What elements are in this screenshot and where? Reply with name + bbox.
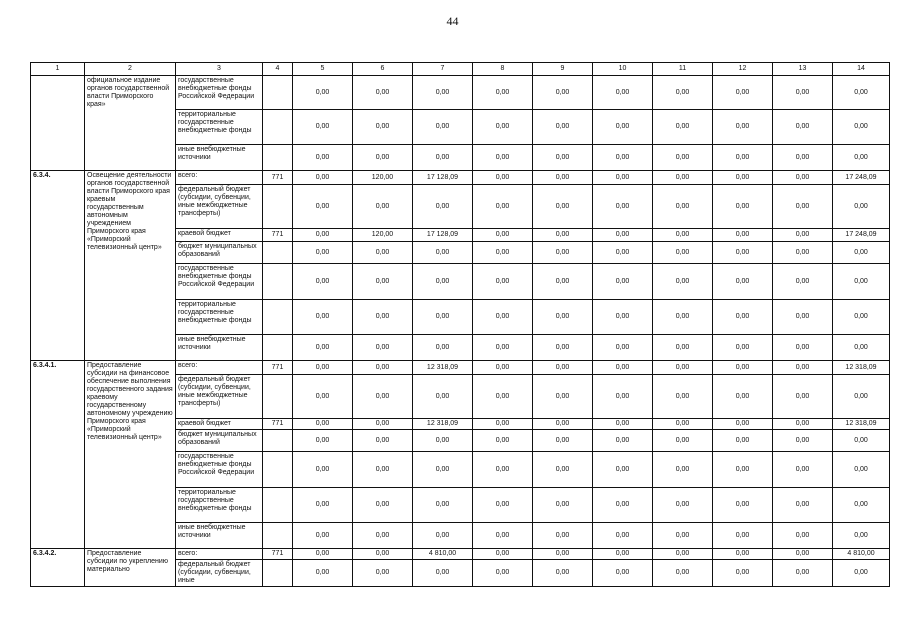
grbs-code xyxy=(263,335,293,361)
grbs-code xyxy=(263,242,293,264)
item-code: 6.3.4.2. xyxy=(31,549,85,587)
item-code: 6.3.4. xyxy=(31,171,85,361)
amount-cell: 0,00 xyxy=(713,300,773,335)
grbs-code: 771 xyxy=(263,171,293,185)
amount-cell: 0,00 xyxy=(353,145,413,171)
amount-cell: 0,00 xyxy=(413,375,473,419)
amount-cell: 12 318,09 xyxy=(413,419,473,430)
amount-cell: 0,00 xyxy=(473,488,533,523)
amount-cell: 0,00 xyxy=(473,430,533,452)
amount-cell: 0,00 xyxy=(473,300,533,335)
amount-cell: 0,00 xyxy=(353,419,413,430)
amount-cell: 4 810,00 xyxy=(833,549,890,560)
amount-cell: 0,00 xyxy=(713,549,773,560)
amount-cell: 0,00 xyxy=(413,452,473,488)
amount-cell: 0,00 xyxy=(293,145,353,171)
amount-cell: 0,00 xyxy=(353,375,413,419)
amount-cell: 0,00 xyxy=(473,185,533,229)
amount-cell: 0,00 xyxy=(533,375,593,419)
amount-cell: 0,00 xyxy=(773,185,833,229)
amount-cell: 0,00 xyxy=(773,264,833,300)
grbs-code: 771 xyxy=(263,361,293,375)
amount-cell: 0,00 xyxy=(293,335,353,361)
amount-cell: 0,00 xyxy=(413,488,473,523)
amount-cell: 0,00 xyxy=(593,185,653,229)
amount-cell: 0,00 xyxy=(653,452,713,488)
amount-cell: 0,00 xyxy=(773,375,833,419)
amount-cell: 0,00 xyxy=(353,76,413,110)
amount-cell: 0,00 xyxy=(473,419,533,430)
column-header: 5 xyxy=(293,63,353,76)
amount-cell: 0,00 xyxy=(833,430,890,452)
amount-cell: 0,00 xyxy=(293,560,353,587)
amount-cell: 0,00 xyxy=(533,300,593,335)
amount-cell: 0,00 xyxy=(413,110,473,145)
column-header: 6 xyxy=(353,63,413,76)
amount-cell: 0,00 xyxy=(773,419,833,430)
amount-cell: 0,00 xyxy=(713,185,773,229)
amount-cell: 0,00 xyxy=(773,171,833,185)
table-row xyxy=(31,549,890,560)
amount-cell: 0,00 xyxy=(353,242,413,264)
amount-cell: 0,00 xyxy=(653,335,713,361)
amount-cell: 0,00 xyxy=(353,185,413,229)
funding-source: иные внебюджетные источники xyxy=(176,335,263,361)
amount-cell: 0,00 xyxy=(833,242,890,264)
grbs-code xyxy=(263,375,293,419)
funding-source: иные внебюджетные источники xyxy=(176,523,263,549)
amount-cell: 0,00 xyxy=(533,452,593,488)
grbs-code xyxy=(263,264,293,300)
amount-cell: 0,00 xyxy=(593,419,653,430)
amount-cell: 0,00 xyxy=(833,523,890,549)
item-name: Освещение деятельности органов государственной власти Приморского края краевым государственным автономным учреждением Приморского края «Приморский телевизионный центр» xyxy=(85,171,176,361)
amount-cell: 0,00 xyxy=(593,110,653,145)
funding-source: государственные внебюджетные фонды Российской Федерации xyxy=(176,452,263,488)
item-code: 6.3.4.1. xyxy=(31,361,85,549)
amount-cell: 0,00 xyxy=(293,523,353,549)
amount-cell: 0,00 xyxy=(473,76,533,110)
amount-cell: 0,00 xyxy=(773,361,833,375)
amount-cell: 0,00 xyxy=(533,76,593,110)
amount-cell: 0,00 xyxy=(353,452,413,488)
item-code xyxy=(31,76,85,171)
grbs-code xyxy=(263,145,293,171)
amount-cell: 0,00 xyxy=(413,335,473,361)
grbs-code xyxy=(263,560,293,587)
column-header: 11 xyxy=(653,63,713,76)
amount-cell: 0,00 xyxy=(833,488,890,523)
amount-cell: 12 318,09 xyxy=(413,361,473,375)
grbs-code xyxy=(263,488,293,523)
amount-cell: 0,00 xyxy=(353,300,413,335)
funding-source: государственные внебюджетные фонды Российской Федерации xyxy=(176,264,263,300)
amount-cell: 0,00 xyxy=(713,361,773,375)
amount-cell: 0,00 xyxy=(413,76,473,110)
amount-cell: 0,00 xyxy=(353,488,413,523)
amount-cell: 0,00 xyxy=(533,110,593,145)
amount-cell: 17 128,09 xyxy=(413,171,473,185)
amount-cell: 0,00 xyxy=(293,419,353,430)
grbs-code: 771 xyxy=(263,229,293,242)
amount-cell: 0,00 xyxy=(713,110,773,145)
amount-cell: 0,00 xyxy=(293,430,353,452)
amount-cell: 0,00 xyxy=(413,242,473,264)
amount-cell: 0,00 xyxy=(593,361,653,375)
amount-cell: 0,00 xyxy=(473,560,533,587)
column-header: 4 xyxy=(263,63,293,76)
amount-cell: 17 128,09 xyxy=(413,229,473,242)
table-header-row xyxy=(31,63,890,76)
amount-cell: 0,00 xyxy=(413,430,473,452)
budget-table xyxy=(30,62,890,587)
amount-cell: 0,00 xyxy=(293,452,353,488)
amount-cell: 0,00 xyxy=(773,560,833,587)
amount-cell: 0,00 xyxy=(353,523,413,549)
amount-cell: 0,00 xyxy=(713,488,773,523)
amount-cell: 0,00 xyxy=(473,452,533,488)
amount-cell: 0,00 xyxy=(653,242,713,264)
amount-cell: 0,00 xyxy=(833,452,890,488)
amount-cell: 0,00 xyxy=(533,229,593,242)
amount-cell: 0,00 xyxy=(413,145,473,171)
amount-cell: 0,00 xyxy=(713,171,773,185)
amount-cell: 0,00 xyxy=(533,430,593,452)
amount-cell: 17 248,09 xyxy=(833,229,890,242)
amount-cell: 0,00 xyxy=(473,110,533,145)
amount-cell: 0,00 xyxy=(293,361,353,375)
amount-cell: 0,00 xyxy=(773,76,833,110)
item-name: Предоставление субсидии по укреплению материально xyxy=(85,549,176,587)
amount-cell: 0,00 xyxy=(713,76,773,110)
amount-cell: 0,00 xyxy=(593,452,653,488)
funding-source: всего: xyxy=(176,549,263,560)
amount-cell: 0,00 xyxy=(653,300,713,335)
amount-cell: 0,00 xyxy=(353,549,413,560)
amount-cell: 0,00 xyxy=(473,335,533,361)
amount-cell: 0,00 xyxy=(773,335,833,361)
amount-cell: 0,00 xyxy=(293,549,353,560)
column-header: 8 xyxy=(473,63,533,76)
amount-cell: 0,00 xyxy=(413,264,473,300)
amount-cell: 0,00 xyxy=(293,185,353,229)
amount-cell: 0,00 xyxy=(593,229,653,242)
amount-cell: 0,00 xyxy=(653,361,713,375)
amount-cell: 0,00 xyxy=(293,110,353,145)
amount-cell: 0,00 xyxy=(713,375,773,419)
amount-cell: 4 810,00 xyxy=(413,549,473,560)
amount-cell: 0,00 xyxy=(293,171,353,185)
amount-cell: 0,00 xyxy=(593,242,653,264)
amount-cell: 0,00 xyxy=(653,145,713,171)
amount-cell: 0,00 xyxy=(533,549,593,560)
amount-cell: 0,00 xyxy=(773,229,833,242)
amount-cell: 0,00 xyxy=(773,242,833,264)
funding-source: иные внебюджетные источники xyxy=(176,145,263,171)
amount-cell: 0,00 xyxy=(593,560,653,587)
amount-cell: 0,00 xyxy=(593,375,653,419)
amount-cell: 0,00 xyxy=(593,264,653,300)
grbs-code xyxy=(263,76,293,110)
page-number: 44 xyxy=(446,14,459,28)
grbs-code xyxy=(263,523,293,549)
amount-cell: 0,00 xyxy=(653,264,713,300)
grbs-code xyxy=(263,300,293,335)
funding-source: краевой бюджет xyxy=(176,229,263,242)
column-header: 9 xyxy=(533,63,593,76)
column-header: 13 xyxy=(773,63,833,76)
amount-cell: 0,00 xyxy=(533,145,593,171)
amount-cell: 0,00 xyxy=(653,560,713,587)
amount-cell: 12 318,09 xyxy=(833,361,890,375)
amount-cell: 0,00 xyxy=(593,171,653,185)
amount-cell: 0,00 xyxy=(353,361,413,375)
funding-source: всего: xyxy=(176,171,263,185)
amount-cell: 0,00 xyxy=(833,264,890,300)
amount-cell: 0,00 xyxy=(533,523,593,549)
amount-cell: 0,00 xyxy=(473,229,533,242)
table-body xyxy=(31,63,890,587)
amount-cell: 0,00 xyxy=(653,419,713,430)
amount-cell: 0,00 xyxy=(473,242,533,264)
funding-source: всего: xyxy=(176,361,263,375)
amount-cell: 0,00 xyxy=(713,452,773,488)
column-header: 1 xyxy=(31,63,85,76)
amount-cell: 0,00 xyxy=(533,242,593,264)
amount-cell: 0,00 xyxy=(833,300,890,335)
amount-cell: 0,00 xyxy=(653,549,713,560)
grbs-code: 771 xyxy=(263,549,293,560)
funding-source: государственные внебюджетные фонды Российской Федерации xyxy=(176,76,263,110)
amount-cell: 0,00 xyxy=(533,335,593,361)
column-header: 3 xyxy=(176,63,263,76)
item-name: Предоставление субсидии на финансовое обеспечение выполнения государственного задания краевому государственному автономному учреждению Приморского края «Приморский телевизионный центр» xyxy=(85,361,176,549)
amount-cell: 0,00 xyxy=(293,264,353,300)
amount-cell: 0,00 xyxy=(473,145,533,171)
amount-cell: 0,00 xyxy=(353,335,413,361)
grbs-code: 771 xyxy=(263,419,293,430)
table-row xyxy=(31,76,890,110)
amount-cell: 0,00 xyxy=(473,375,533,419)
amount-cell: 0,00 xyxy=(653,76,713,110)
funding-source: федеральный бюджет (субсидии, субвенции, иные межбюджетные трансферты) xyxy=(176,375,263,419)
amount-cell: 0,00 xyxy=(713,560,773,587)
table-row xyxy=(31,171,890,185)
amount-cell: 0,00 xyxy=(533,419,593,430)
amount-cell: 0,00 xyxy=(593,145,653,171)
funding-source: бюджет муниципальных образований xyxy=(176,430,263,452)
amount-cell: 0,00 xyxy=(713,242,773,264)
amount-cell: 0,00 xyxy=(833,335,890,361)
amount-cell: 0,00 xyxy=(593,549,653,560)
column-header: 2 xyxy=(85,63,176,76)
amount-cell: 0,00 xyxy=(413,185,473,229)
amount-cell: 0,00 xyxy=(833,560,890,587)
amount-cell: 0,00 xyxy=(473,264,533,300)
amount-cell: 0,00 xyxy=(833,110,890,145)
amount-cell: 0,00 xyxy=(353,264,413,300)
amount-cell: 0,00 xyxy=(653,375,713,419)
funding-source: федеральный бюджет (субсидии, субвенции, иные межбюджетные трансферты) xyxy=(176,185,263,229)
grbs-code xyxy=(263,110,293,145)
amount-cell: 0,00 xyxy=(713,264,773,300)
amount-cell: 0,00 xyxy=(593,300,653,335)
amount-cell: 0,00 xyxy=(413,560,473,587)
funding-source: краевой бюджет xyxy=(176,419,263,430)
amount-cell: 0,00 xyxy=(473,171,533,185)
amount-cell: 0,00 xyxy=(713,419,773,430)
amount-cell: 0,00 xyxy=(473,549,533,560)
amount-cell: 0,00 xyxy=(533,185,593,229)
amount-cell: 0,00 xyxy=(713,523,773,549)
amount-cell: 0,00 xyxy=(773,300,833,335)
amount-cell: 0,00 xyxy=(653,488,713,523)
amount-cell: 0,00 xyxy=(713,229,773,242)
amount-cell: 0,00 xyxy=(293,300,353,335)
amount-cell: 0,00 xyxy=(833,375,890,419)
grbs-code xyxy=(263,452,293,488)
amount-cell: 0,00 xyxy=(413,300,473,335)
column-header: 10 xyxy=(593,63,653,76)
column-header: 14 xyxy=(833,63,890,76)
grbs-code xyxy=(263,430,293,452)
amount-cell: 0,00 xyxy=(653,523,713,549)
amount-cell: 12 318,09 xyxy=(833,419,890,430)
amount-cell: 120,00 xyxy=(353,229,413,242)
amount-cell: 0,00 xyxy=(833,76,890,110)
amount-cell: 0,00 xyxy=(833,185,890,229)
amount-cell: 0,00 xyxy=(593,488,653,523)
amount-cell: 0,00 xyxy=(473,361,533,375)
item-name: официальное издание органов государственной власти Приморского края» xyxy=(85,76,176,171)
amount-cell: 0,00 xyxy=(773,110,833,145)
amount-cell: 0,00 xyxy=(293,229,353,242)
column-header: 12 xyxy=(713,63,773,76)
amount-cell: 0,00 xyxy=(773,549,833,560)
amount-cell: 0,00 xyxy=(833,145,890,171)
amount-cell: 0,00 xyxy=(713,145,773,171)
funding-source: бюджет муниципальных образований xyxy=(176,242,263,264)
amount-cell: 0,00 xyxy=(713,430,773,452)
amount-cell: 0,00 xyxy=(533,560,593,587)
amount-cell: 0,00 xyxy=(773,430,833,452)
amount-cell: 0,00 xyxy=(713,335,773,361)
amount-cell: 0,00 xyxy=(773,145,833,171)
amount-cell: 0,00 xyxy=(653,229,713,242)
funding-source: территориальные государственные внебюджетные фонды xyxy=(176,110,263,145)
amount-cell: 0,00 xyxy=(293,488,353,523)
table-row xyxy=(31,361,890,375)
funding-source: территориальные государственные внебюджетные фонды xyxy=(176,300,263,335)
amount-cell: 0,00 xyxy=(533,361,593,375)
amount-cell: 0,00 xyxy=(293,242,353,264)
amount-cell: 120,00 xyxy=(353,171,413,185)
amount-cell: 0,00 xyxy=(473,523,533,549)
amount-cell: 0,00 xyxy=(773,452,833,488)
grbs-code xyxy=(263,185,293,229)
amount-cell: 0,00 xyxy=(593,430,653,452)
amount-cell: 0,00 xyxy=(353,110,413,145)
funding-source: территориальные государственные внебюджетные фонды xyxy=(176,488,263,523)
amount-cell: 0,00 xyxy=(593,523,653,549)
amount-cell: 0,00 xyxy=(293,375,353,419)
funding-source: федеральный бюджет (субсидии, субвенции, иные xyxy=(176,560,263,587)
amount-cell: 0,00 xyxy=(653,110,713,145)
column-header: 7 xyxy=(413,63,473,76)
amount-cell: 0,00 xyxy=(293,76,353,110)
amount-cell: 0,00 xyxy=(653,430,713,452)
amount-cell: 17 248,09 xyxy=(833,171,890,185)
amount-cell: 0,00 xyxy=(773,488,833,523)
amount-cell: 0,00 xyxy=(653,171,713,185)
amount-cell: 0,00 xyxy=(773,523,833,549)
amount-cell: 0,00 xyxy=(593,335,653,361)
amount-cell: 0,00 xyxy=(653,185,713,229)
amount-cell: 0,00 xyxy=(533,264,593,300)
amount-cell: 0,00 xyxy=(413,523,473,549)
amount-cell: 0,00 xyxy=(353,560,413,587)
amount-cell: 0,00 xyxy=(533,171,593,185)
amount-cell: 0,00 xyxy=(353,430,413,452)
amount-cell: 0,00 xyxy=(593,76,653,110)
amount-cell: 0,00 xyxy=(533,488,593,523)
